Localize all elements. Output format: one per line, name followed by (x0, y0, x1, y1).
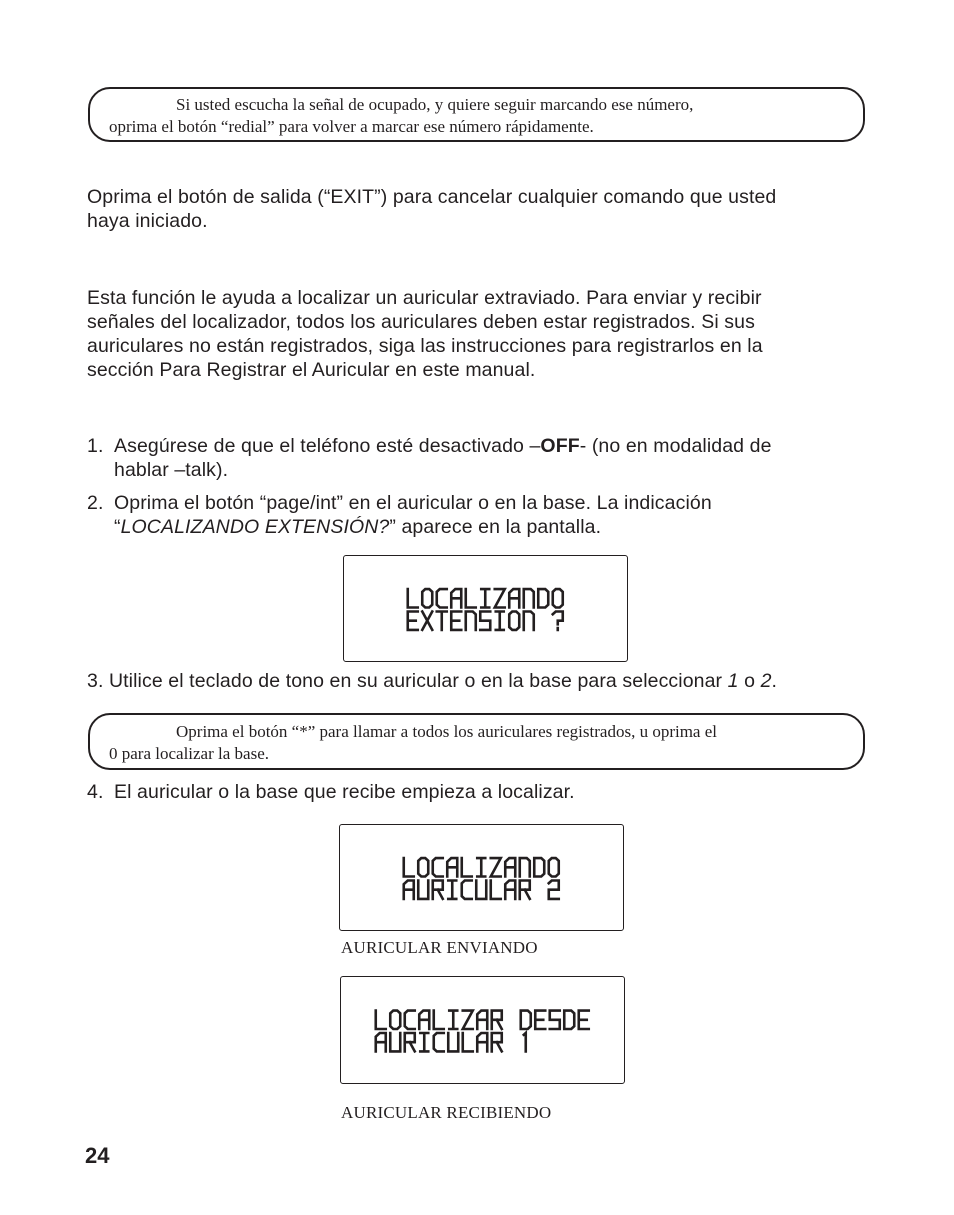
lcd-glyph (418, 858, 428, 876)
lcd-glyph (462, 881, 472, 899)
step-1-off-label: OFF (540, 435, 580, 457)
step-1-number: 1. (87, 435, 104, 457)
lcd-glyph (480, 612, 490, 630)
lcd-glyph (524, 1033, 526, 1051)
step-2-line-2 (114, 515, 601, 539)
lcd-display-receiving (340, 976, 625, 1084)
lcd-display-extension (343, 555, 628, 662)
step-2-text-rest: ” aparece en la pantalla. (389, 516, 602, 538)
lcd-glyph (549, 858, 559, 876)
lcd-glyph (408, 612, 418, 630)
lcd-glyph (451, 612, 461, 630)
lcd-glyph (404, 881, 414, 899)
lcd-glyph (520, 858, 530, 876)
step-1-line-1 (114, 434, 772, 458)
lcd-glyph (524, 589, 534, 607)
lcd-glyph (419, 1011, 429, 1029)
lcd-display-sending-text (340, 825, 625, 932)
exit-paragraph (87, 185, 867, 235)
step-2-display-text: LOCALIZANDO EXTENSIÓN? (120, 516, 390, 538)
lcd-glyph (448, 881, 456, 899)
lcd-glyph (476, 881, 486, 899)
lcd-glyph (477, 1033, 487, 1051)
lcd-glyph (505, 858, 515, 876)
lcd-glyph (437, 589, 447, 607)
lcd-glyph (434, 1011, 444, 1029)
step-1 (87, 434, 867, 484)
lcd-glyph (534, 858, 544, 876)
lcd-glyph (477, 858, 485, 876)
lcd-glyph (509, 612, 519, 630)
locator-paragraph-line-1: Esta función le ayuda a localizar un auricular extraviado. Para enviar y recibir (87, 287, 762, 309)
lcd-glyph (447, 858, 457, 876)
exit-paragraph-line-1: Oprima el botón de salida (“EXIT”) para cancelar cualquier comando que usted (87, 186, 777, 208)
step-3-option-2: 2 (760, 670, 772, 692)
lcd-glyph (535, 1011, 545, 1029)
lcd-glyph (466, 612, 476, 630)
lcd-glyph (463, 1011, 473, 1029)
lcd-glyph (521, 1011, 531, 1029)
locator-paragraph-line-3: auriculares no están registrados, siga las instrucciones para registrarlos en la (87, 335, 763, 357)
lcd-glyph (481, 589, 489, 607)
lcd-glyph (505, 881, 515, 899)
lcd-display-sending (339, 824, 624, 931)
lcd-display-extension-text (344, 556, 629, 663)
step-4 (87, 780, 867, 806)
lcd-glyph (434, 1033, 444, 1051)
lcd-glyph (405, 1033, 415, 1051)
page-number: 24 (85, 1143, 110, 1168)
lcd-glyph (418, 881, 428, 899)
lcd-glyph (466, 589, 476, 607)
lcd-glyph (549, 881, 559, 899)
lcd-glyph (437, 612, 447, 630)
locator-paragraph-line-4: sección Para Registrar el Auricular en este manual. (87, 359, 536, 381)
caption-receiving: AURICULAR RECIBIENDO (341, 1103, 552, 1122)
lcd-glyph (553, 612, 563, 630)
step-2-number: 2. (87, 492, 104, 514)
lcd-glyph (408, 589, 418, 607)
lcd-glyph (405, 1011, 415, 1029)
step-3-or: o (738, 670, 761, 692)
lcd-glyph (524, 612, 534, 630)
lcd-glyph (491, 881, 501, 899)
lcd-glyph (462, 858, 472, 876)
step-3-option-1: 1 (727, 670, 739, 692)
step-2 (87, 491, 867, 541)
lcd-glyph (420, 1033, 428, 1051)
note-redial-line-1: Si usted escucha la señal de ocupado, y quiere seguir marcando ese número, (176, 95, 694, 114)
note-page-all-line-1: Oprima el botón “*” para llamar a todos los auriculares registrados, u oprima el (176, 722, 717, 741)
step-1-line-2: hablar –talk). (114, 459, 229, 481)
lcd-glyph (463, 1033, 473, 1051)
lcd-glyph (492, 1011, 502, 1029)
lcd-glyph (390, 1033, 400, 1051)
lcd-glyph (422, 612, 432, 630)
lcd-glyph (579, 1011, 589, 1029)
note-redial-line-2: oprima el botón “redial” para volver a marcar ese número rápidamente. (109, 117, 594, 136)
lcd-glyph (538, 589, 548, 607)
lcd-glyph (564, 1011, 574, 1029)
lcd-glyph (449, 1011, 457, 1029)
step-1-text-post: - (no en modalidad de (579, 435, 772, 457)
lcd-display-receiving-text (341, 977, 626, 1085)
lcd-glyph (550, 1011, 560, 1029)
note-box-redial (88, 87, 865, 142)
step-3 (87, 669, 867, 695)
lcd-glyph (553, 589, 563, 607)
locator-paragraph-line-2: señales del localizador, todos los auriculares deben estar registrados. Si sus (87, 311, 755, 333)
caption-sending: AURICULAR ENVIANDO (341, 938, 538, 957)
note-box-page-all (88, 713, 865, 770)
step-1-text-pre: Asegúrese de que el teléfono esté desactivado – (114, 435, 541, 457)
step-2-open-quote: “ (114, 516, 121, 538)
locator-paragraph (87, 286, 867, 382)
note-page-all-line-2: 0 para localizar la base. (109, 744, 269, 763)
lcd-glyph (451, 589, 461, 607)
lcd-glyph (376, 1033, 386, 1051)
lcd-glyph (496, 612, 504, 630)
lcd-glyph (520, 881, 530, 899)
lcd-glyph (433, 858, 443, 876)
step-3-text: 3. Utilice el teclado de tono en su auricular o en la base para seleccionar (87, 670, 728, 692)
step-3-period: . (771, 670, 778, 692)
lcd-glyph (422, 589, 432, 607)
step-2-line-1: Oprima el botón “page/int” en el auricular o en la base. La indicación (114, 492, 712, 514)
lcd-glyph (433, 881, 443, 899)
step-4-text: El auricular o la base que recibe empieza a localizar. (114, 781, 575, 803)
lcd-glyph (477, 1011, 487, 1029)
lcd-glyph (390, 1011, 400, 1029)
exit-paragraph-line-2: haya iniciado. (87, 210, 208, 232)
lcd-glyph (492, 1033, 502, 1051)
lcd-glyph (448, 1033, 458, 1051)
lcd-glyph (491, 858, 501, 876)
step-4-number: 4. (87, 781, 104, 803)
lcd-glyph (404, 858, 414, 876)
lcd-glyph (509, 589, 519, 607)
lcd-glyph (495, 589, 505, 607)
lcd-glyph (376, 1011, 386, 1029)
